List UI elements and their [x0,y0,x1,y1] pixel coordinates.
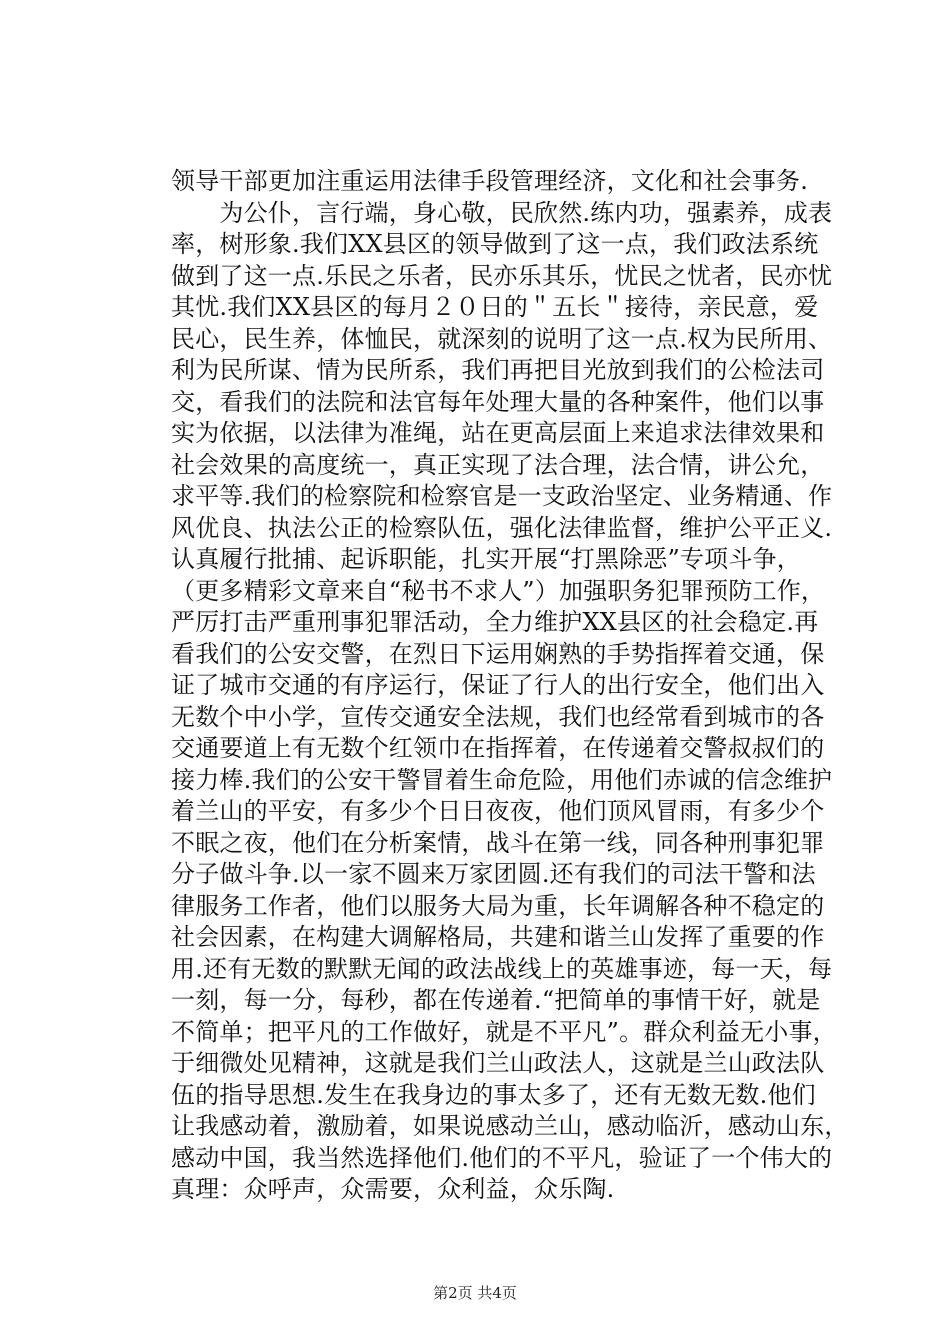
page-number-footer: 第2页 共4页 [433,1284,517,1302]
text-line: 实为依据，以法律为准绳，站在更高层面上来追求法律效果和 [171,419,825,447]
text-line: 交，看我们的法院和法官每年处理大量的各种案件，他们以事 [171,387,825,416]
text-line: 真理：众呼声，众需要，众利益，众乐陶. [171,1175,615,1203]
text-line: 风优良、执法公正的检察队伍，强化法律监督，维护公平正义. [171,513,833,542]
body-text [171,166,861,1206]
text-line: 民心，民生养，体恤民，就深刻的说明了这一点.权为民所用、 [171,324,833,353]
text-line: 其忧.我们XX县区的每月２０日的＂五长＂接待，亲民意，爱 [171,293,819,321]
text-line: 看我们的公安交警，在烈日下运用娴熟的手势指挥着交通，保 [171,639,825,668]
text-line: 认真履行批捕、起诉职能，扎实开展“打黑除恶”专项斗争， [171,545,801,573]
text-line: 着兰山的平安，有多少个日日夜夜，他们顶风冒雨，有多少个 [171,797,825,825]
text-line: 求平等.我们的检察院和检察官是一支政治坚定、业务精通、作 [171,482,833,510]
text-line: 感动中国，我当然选择他们.他们的不平凡，验证了一个伟大的 [171,1143,833,1172]
text-line: 严厉打击严重刑事犯罪活动，全力维护XX县区的社会稳定.再 [171,608,819,636]
text-line: 做到了这一点.乐民之乐者，民亦乐其乐，忧民之忧者，民亦忧 [171,261,833,290]
text-line: （更多精彩文章来自“秘书不求人”）加强职务犯罪预防工作， [171,576,826,605]
text-line: 领导干部更加注重运用法律手段管理经济，文化和社会事务. [171,167,809,195]
text-line: 于细微处见精神，这就是我们兰山政法人，这就是兰山政法队 [171,1049,825,1077]
text-line: 率，树形象.我们XX县区的领导做到了这一点，我们政法系统 [171,230,819,258]
text-line: 接力棒.我们的公安干警冒着生命危险，用他们赤诚的信念维护 [171,765,833,794]
text-line: 一刻，每一分，每秒，都在传递着.“把简单的事情干好，就是 [171,986,821,1014]
text-line: 不简单；把平凡的工作做好，就是不平凡”。群众利益无小事， [171,1017,837,1046]
text-line: 社会因素，在构建大调解格局，共建和谐兰山发挥了重要的作 [171,923,825,951]
text-line: 为公仆，言行端，身心敬，民欣然.练内功，强素养，成表 [171,198,833,227]
text-line: 利为民所谋、情为民所系，我们再把目光放到我们的公检法司 [171,356,825,384]
text-line: 律服务工作者，他们以服务大局为重，长年调解各种不稳定的 [171,891,825,920]
text-line: 让我感动着，激励着，如果说感动兰山，感动临沂，感动山东， [171,1112,849,1140]
text-line: 无数个中小学，宣传交通安全法规，我们也经常看到城市的各 [171,702,825,731]
text-line: 不眠之夜，他们在分析案情，战斗在第一线，同各种刑事犯罪 [171,828,825,857]
text-line: 证了城市交通的有序运行，保证了行人的出行安全，他们出入 [171,671,825,699]
text-line: 交通要道上有无数个红领巾在指挥着，在传递着交警叔叔们的 [171,734,825,762]
text-line: 用.还有无数的默默无闻的政法战线上的英雄事迹，每一天，每 [171,954,833,983]
text-line: 伍的指导思想.发生在我身边的事太多了，还有无数无数.他们 [171,1080,816,1109]
text-line: 社会效果的高度统一，真正实现了法合理，法合情，讲公允， [171,450,825,479]
text-line: 分子做斗争.以一家不圆来万家团圆.还有我们的司法干警和法 [171,860,816,888]
